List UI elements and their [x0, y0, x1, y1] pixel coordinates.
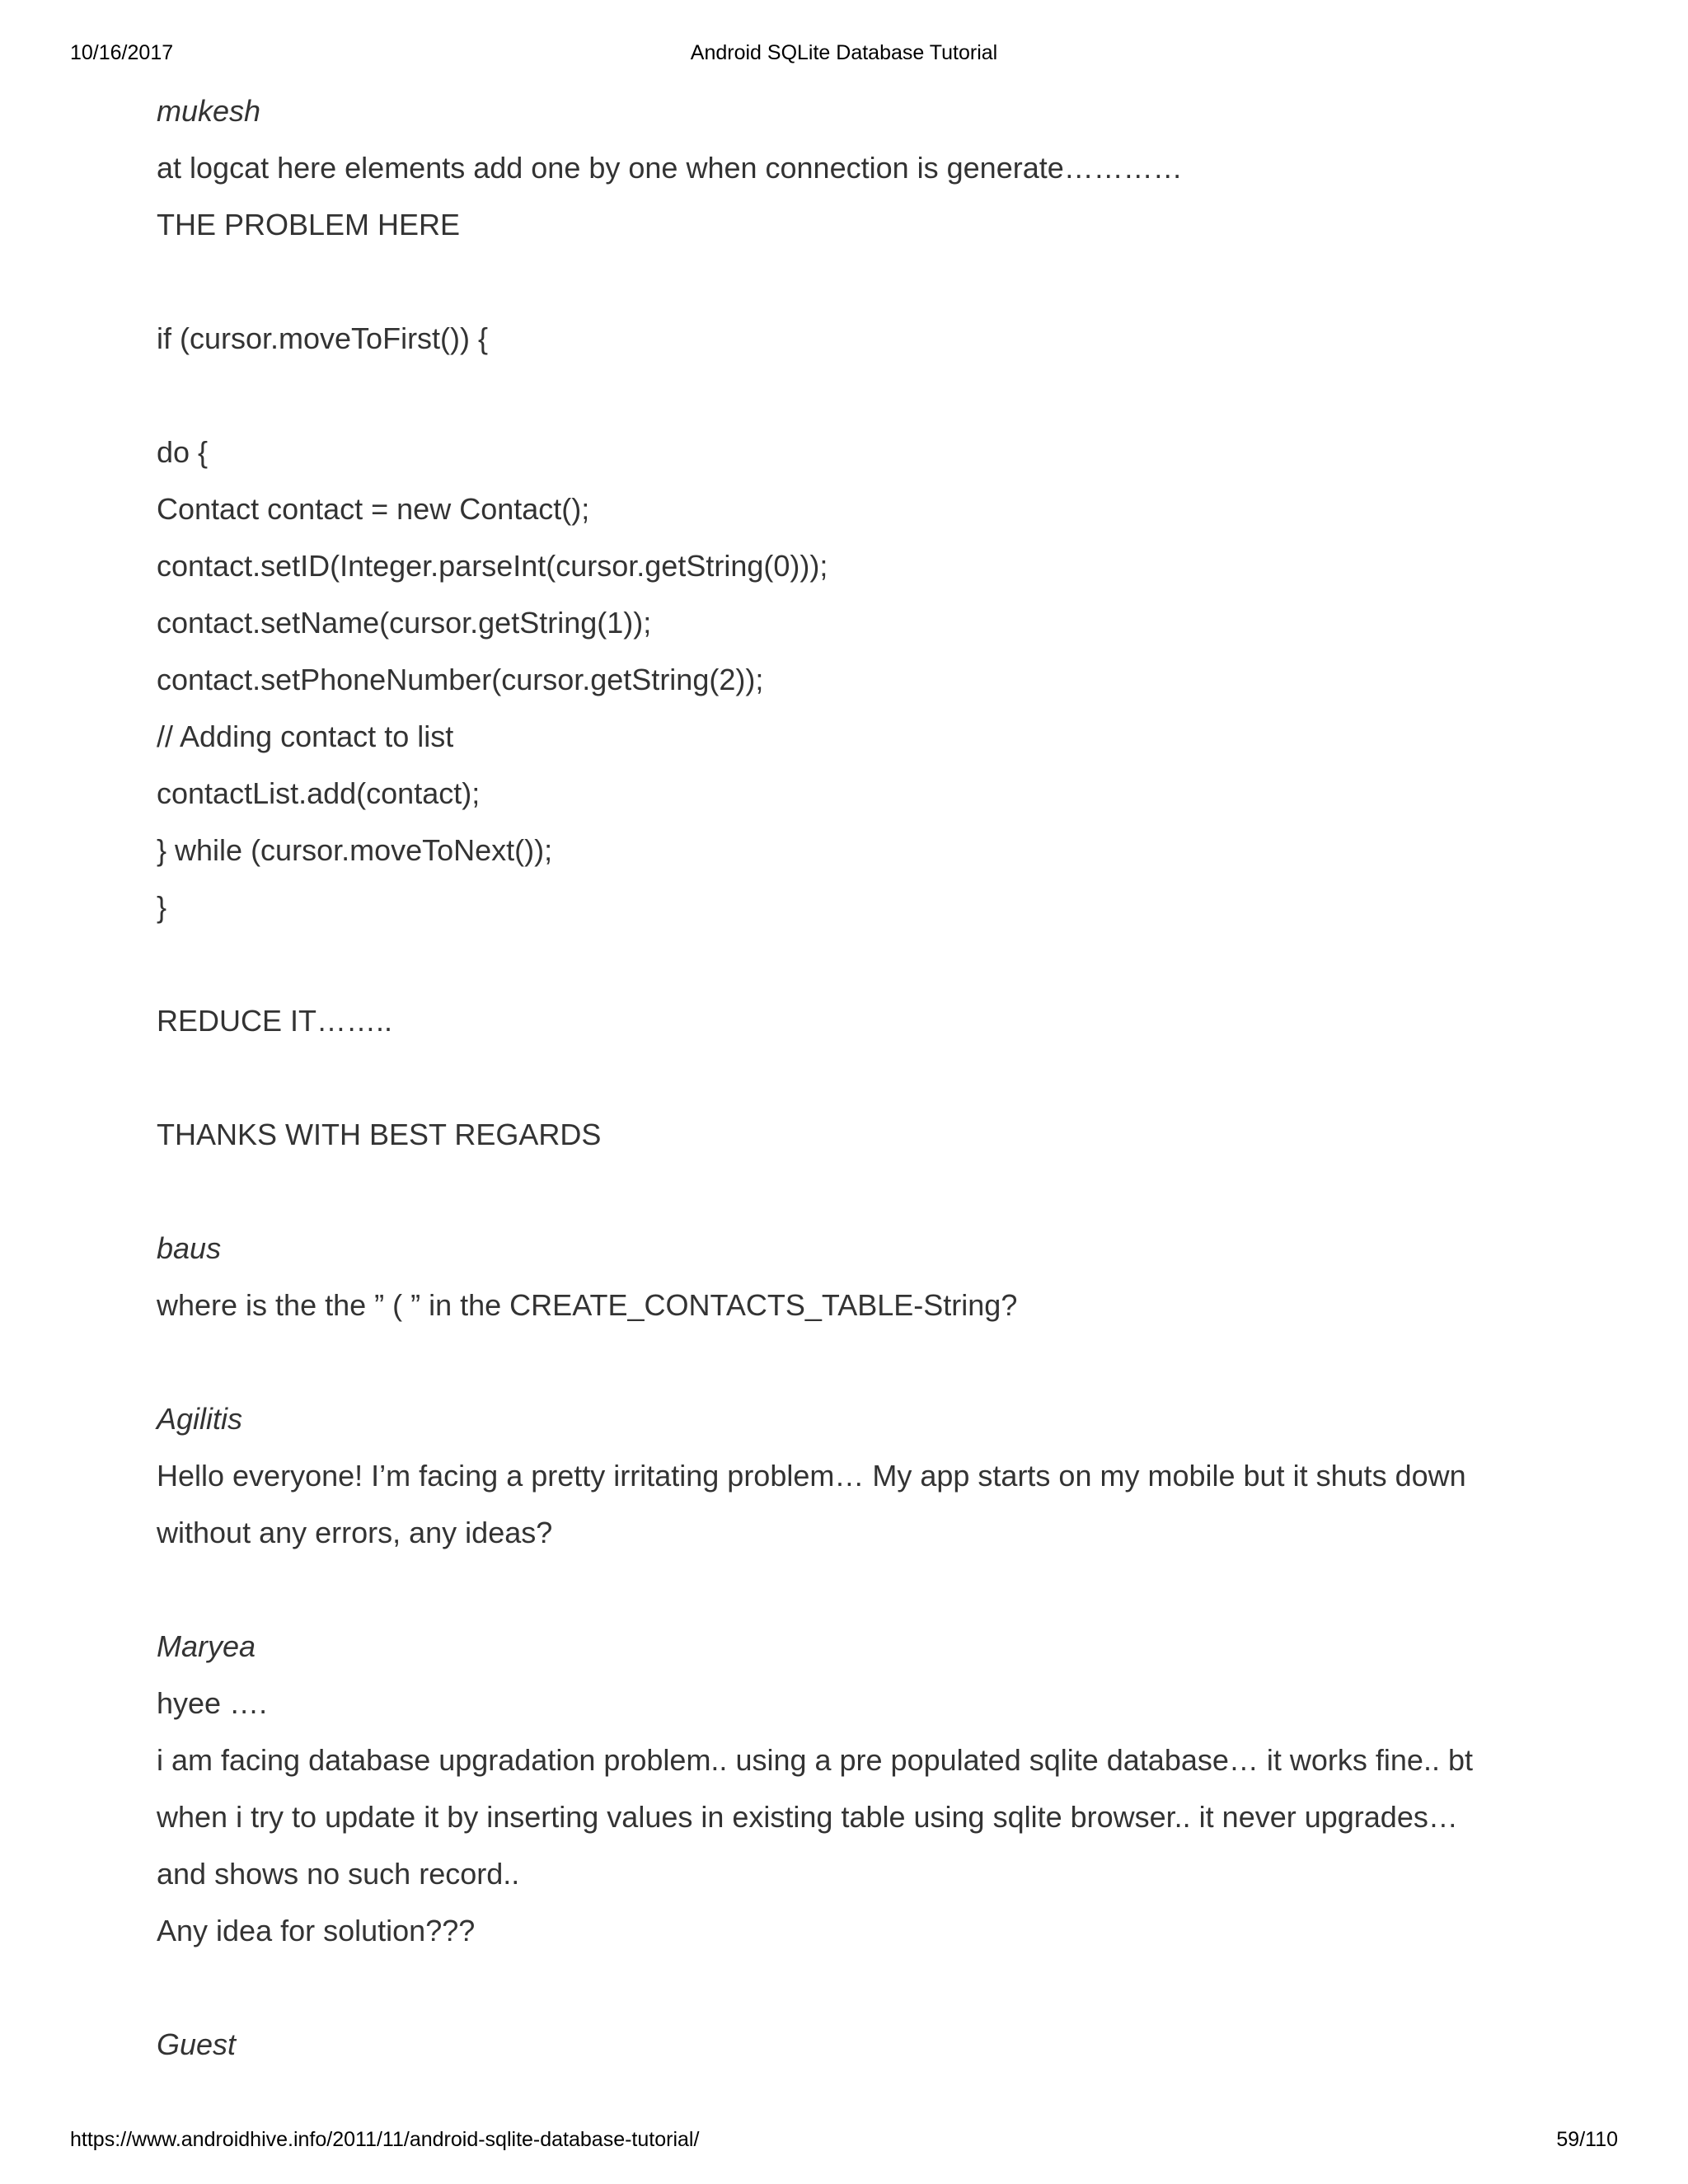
comment-line: THE PROBLEM HERE: [157, 208, 461, 241]
comment: [157, 82, 1582, 1163]
comment-line: i am facing database upgradation problem.. using a pre populated sqlite database… it works fine.. bt: [157, 1743, 1473, 1777]
comment-line: without any errors, any ideas?: [157, 1516, 553, 1549]
comment-line: [157, 253, 1582, 310]
comment-line: contactList.add(contact);: [157, 776, 481, 810]
comment-line: and shows no such record..: [157, 1857, 520, 1891]
comment-line: } while (cursor.moveToNext());: [157, 833, 553, 867]
comment-author: baus: [157, 1231, 222, 1265]
comment-line: [157, 935, 1582, 992]
comment: [157, 1390, 1582, 1561]
comment-line: when i try to update it by inserting values in existing table using sqlite browser.. it never upgrades…: [157, 1800, 1458, 1834]
page-url: https://www.androidhive.info/2011/11/android-sqlite-database-tutorial/: [70, 2128, 700, 2151]
comment-line: contact.setID(Integer.parseInt(cursor.getString(0)));: [157, 549, 828, 583]
comment: [157, 1618, 1582, 1959]
comment-line: }: [157, 890, 167, 924]
comment-line: contact.setPhoneNumber(cursor.getString(2));: [157, 663, 764, 696]
comment-line: Hello everyone! I’m facing a pretty irritating problem… My app starts on my mobile but it shuts down: [157, 1459, 1466, 1493]
comment-line: // Adding contact to list: [157, 719, 454, 753]
comment-line: REDUCE IT……..: [157, 1004, 393, 1038]
comment-author: mukesh: [157, 94, 261, 128]
comment-line: Contact contact = new Contact();: [157, 492, 590, 526]
comment-line: contact.setName(cursor.getString(1));: [157, 606, 652, 640]
comment: [157, 2016, 1582, 2073]
comment: [157, 1220, 1582, 1333]
print-date: 10/16/2017: [70, 41, 174, 64]
comment-author: Guest: [157, 2027, 237, 2061]
comment-line: [157, 367, 1582, 424]
comment-line: Any idea for solution???: [157, 1914, 476, 1947]
page-number: 59/110: [1556, 2128, 1618, 2151]
page-title: Android SQLite Database Tutorial: [690, 41, 998, 64]
comment-line: do {: [157, 435, 209, 469]
print-header: [0, 41, 1688, 74]
comment-line: [157, 1049, 1582, 1106]
comment-line: if (cursor.moveToFirst()) {: [157, 321, 489, 355]
comments-section: [157, 82, 1582, 2073]
comment-author: Agilitis: [157, 1402, 243, 1436]
comment-line: hyee ….: [157, 1686, 268, 1720]
comment-line: at logcat here elements add one by one when connection is generate…………: [157, 151, 1183, 185]
print-footer: [0, 2128, 1688, 2161]
comment-author: Maryea: [157, 1629, 256, 1663]
comment-line: THANKS WITH BEST REGARDS: [157, 1118, 602, 1151]
comment-line: where is the the ” ( ” in the CREATE_CONTACTS_TABLE-String?: [157, 1288, 1018, 1322]
